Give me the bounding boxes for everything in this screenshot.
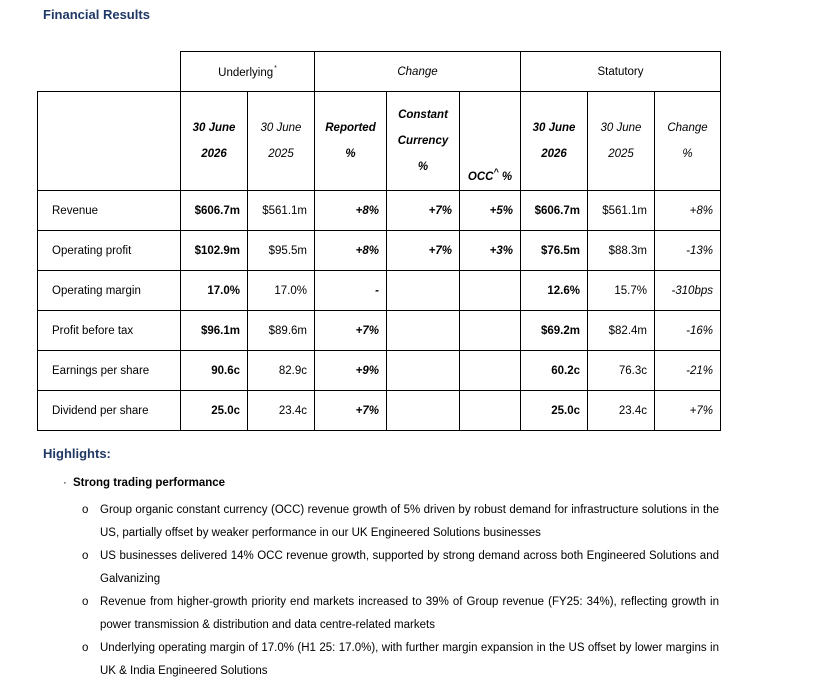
occ-cell [460, 271, 521, 311]
col-header-reported: Reported % [315, 92, 387, 191]
page-title: Financial Results [43, 7, 150, 22]
underlying-2026-cell: $102.9m [181, 231, 248, 271]
table-row [38, 311, 721, 351]
underlying-2025-cell: 82.9c [248, 351, 315, 391]
highlights-sub-list [82, 499, 719, 683]
underlying-2025-cell: $89.6m [248, 311, 315, 351]
reported-change-cell: +9% [315, 351, 387, 391]
table-row [38, 391, 721, 431]
statutory-2025-cell: 23.4c [588, 391, 655, 431]
occ-cell [460, 391, 521, 431]
statutory-change-cell: +8% [655, 191, 721, 231]
highlights-main-bullet: · Strong trading performance [63, 477, 226, 489]
highlight-item [82, 545, 719, 591]
occ-cell [460, 311, 521, 351]
row-label: Profit before tax [38, 311, 181, 351]
group-header-underlying: Underlying* [181, 52, 315, 92]
statutory-2025-cell: $561.1m [588, 191, 655, 231]
reported-change-cell: +7% [315, 311, 387, 351]
reported-change-cell: - [315, 271, 387, 311]
highlight-text: US businesses delivered 14% OCC revenue growth, supported by strong demand across both Engineered Solutions and Galvanizing [100, 550, 719, 585]
statutory-change-cell: -310bps [655, 271, 721, 311]
group-header-statutory: Statutory [521, 52, 721, 92]
financial-results-table [37, 51, 721, 431]
constant-currency-cell: +7% [387, 191, 460, 231]
circle-bullet-icon: o [82, 550, 89, 562]
row-label: Operating profit [38, 231, 181, 271]
statutory-change-cell: -21% [655, 351, 721, 391]
statutory-change-cell: +7% [655, 391, 721, 431]
row-label: Dividend per share [38, 391, 181, 431]
underlying-2026-cell: $606.7m [181, 191, 248, 231]
col-header-occ: OCC^ % [460, 92, 521, 191]
group-header-row [38, 52, 721, 92]
statutory-2026-cell: $606.7m [521, 191, 588, 231]
table-row [38, 271, 721, 311]
circle-bullet-icon: o [82, 596, 89, 608]
constant-currency-cell [387, 271, 460, 311]
reported-change-cell: +8% [315, 191, 387, 231]
underlying-2025-cell: 17.0% [248, 271, 315, 311]
column-header-row [38, 92, 721, 191]
statutory-2026-cell: 25.0c [521, 391, 588, 431]
statutory-2026-cell: $69.2m [521, 311, 588, 351]
constant-currency-cell [387, 311, 460, 351]
statutory-2026-cell: 12.6% [521, 271, 588, 311]
underlying-2025-cell: $95.5m [248, 231, 315, 271]
col-header-constant-currency: Constant Currency % [387, 92, 460, 191]
highlight-item [82, 637, 719, 683]
row-label: Earnings per share [38, 351, 181, 391]
constant-currency-cell: +7% [387, 231, 460, 271]
bullet-dot-icon: · [63, 477, 67, 489]
statutory-2025-cell: 76.3c [588, 351, 655, 391]
statutory-2025-cell: $88.3m [588, 231, 655, 271]
reported-change-cell: +8% [315, 231, 387, 271]
underlying-2026-cell: 17.0% [181, 271, 248, 311]
table-row [38, 191, 721, 231]
statutory-2025-cell: 15.7% [588, 271, 655, 311]
statutory-2026-cell: $76.5m [521, 231, 588, 271]
col-header-statutory-2026: 30 June 2026 [521, 92, 588, 191]
highlight-text: Group organic constant currency (OCC) revenue growth of 5% driven by robust demand for infrastructure solutions in the US, partially offset by weaker performance in our UK Engineered Solutions businesses [100, 504, 719, 539]
circle-bullet-icon: o [82, 642, 89, 654]
statutory-change-cell: -16% [655, 311, 721, 351]
underlying-footnote-mark: * [274, 64, 277, 72]
constant-currency-cell [387, 351, 460, 391]
statutory-2025-cell: $82.4m [588, 311, 655, 351]
col-header-underlying-2026: 30 June 2026 [181, 92, 248, 191]
highlight-item [82, 499, 719, 545]
table-row [38, 351, 721, 391]
highlight-text: Revenue from higher-growth priority end markets increased to 39% of Group revenue (FY25: 34%), reflecting growth in power transmission & distribution and data centre-related markets [100, 596, 719, 631]
underlying-2026-cell: 25.0c [181, 391, 248, 431]
col-header-statutory-change: Change % [655, 92, 721, 191]
table-row [38, 231, 721, 271]
statutory-change-cell: -13% [655, 231, 721, 271]
row-label: Revenue [38, 191, 181, 231]
group-header-change: Change [315, 52, 521, 92]
underlying-2026-cell: $96.1m [181, 311, 248, 351]
underlying-2026-cell: 90.6c [181, 351, 248, 391]
underlying-2025-cell: $561.1m [248, 191, 315, 231]
col-header-statutory-2025: 30 June 2025 [588, 92, 655, 191]
underlying-2025-cell: 23.4c [248, 391, 315, 431]
circle-bullet-icon: o [82, 504, 89, 516]
row-label: Operating margin [38, 271, 181, 311]
highlight-text: Underlying operating margin of 17.0% (H1 25: 17.0%), with further margin expansion in the US offset by lower margins in UK & India Engineered Solutions [100, 642, 719, 677]
highlight-item [82, 591, 719, 637]
col-header-underlying-2025: 30 June 2025 [248, 92, 315, 191]
highlights-title: Highlights: [43, 446, 111, 461]
occ-cell [460, 351, 521, 391]
occ-cell: +5% [460, 191, 521, 231]
reported-change-cell: +7% [315, 391, 387, 431]
constant-currency-cell [387, 391, 460, 431]
occ-cell: +3% [460, 231, 521, 271]
statutory-2026-cell: 60.2c [521, 351, 588, 391]
